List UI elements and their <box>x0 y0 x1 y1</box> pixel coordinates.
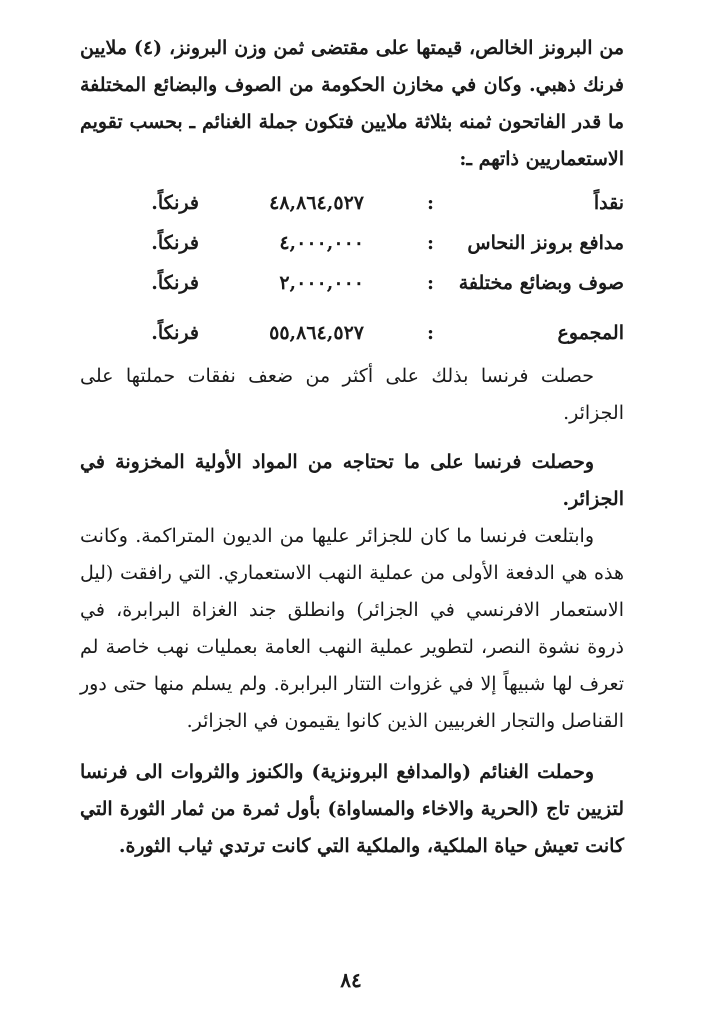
intro-paragraph: من البرونز الخالص، قيمتها على مقتضى ثمن وزن البرونز، (٤) ملايين فرنك ذهبي. وكان في مخازن الحكومة من الصوف والبضائع المختلفة ما قدر الفاتحون ثمنه بثلاثة ملايين فتكون جملة الغنائم ـ بحسب تقويم الاستعماريين ذاتهم ـ: <box>80 37 624 170</box>
spoils-table <box>80 188 624 358</box>
row-unit: فرنكاً. <box>151 272 199 294</box>
paragraph-raw-materials: وحصلت فرنسا على ما تحتاجه من المواد الأولية المخزونة في الجزائر. <box>80 451 624 510</box>
row-unit: فرنكاً. <box>151 232 199 254</box>
total-colon: : <box>426 322 434 344</box>
row-colon: : <box>426 272 434 294</box>
spoils-row-wool-goods <box>80 268 624 308</box>
row-label: صوف وبضائع مختلفة <box>458 272 624 294</box>
row-label: نقداً <box>593 192 624 214</box>
total-amount: ٥٥,٨٦٤,٥٢٧ <box>269 322 364 344</box>
book-page <box>80 30 624 865</box>
row-unit: فرنكاً. <box>151 192 199 214</box>
spoils-row-cannons <box>80 228 624 268</box>
spoils-row-cash <box>80 188 624 228</box>
paragraph-crown: وحملت الغنائم (والمدافع البرونزية) والكنوز والثروات الى فرنسا لتزيين تاج (الحرية والاخاء والمساواة) بأول ثمرة من ثمار الثورة التي كانت تعيش حياة الملكية، والملكية التي كانت ترتدي ثياب الثورة. <box>80 761 624 857</box>
spoils-row-total <box>80 318 624 358</box>
page-number: ٨٤ <box>340 968 362 992</box>
paragraph-campaign-cost: حصلت فرنسا بذلك على أكثر من ضعف نفقات حملتها على الجزائر. <box>80 365 624 424</box>
row-label: مدافع برونز النحاس <box>467 232 624 254</box>
row-amount: ٤٨,٨٦٤,٥٢٧ <box>269 192 364 214</box>
row-amount: ٤,٠٠٠,٠٠٠ <box>279 232 364 254</box>
row-colon: : <box>426 192 434 214</box>
paragraph-plunder: وابتلعت فرنسا ما كان للجزائر عليها من الديون المتراكمة. وكانت هذه هي الدفعة الأولى من عملية النهب الاستعماري. التي رافقت (ليل الاستعمار الافرنسي في الجزائر) وانطلق جند الغزاة البرابرة، في ذروة نشوة النصر، لتطوير عملية النهب العامة بعمليات نهب خاصة لم تعرف لها شبيهاً إلا في غزوات التتار البرابرة. ولم يسلم منها حتى دور القناصل والتجار الغربيين الذين كانوا يقيمون في الجزائر. <box>80 525 624 732</box>
total-label: المجموع <box>557 322 624 344</box>
row-colon: : <box>426 232 434 254</box>
total-unit: فرنكاً. <box>151 322 199 344</box>
row-amount: ٢,٠٠٠,٠٠٠ <box>279 272 364 294</box>
